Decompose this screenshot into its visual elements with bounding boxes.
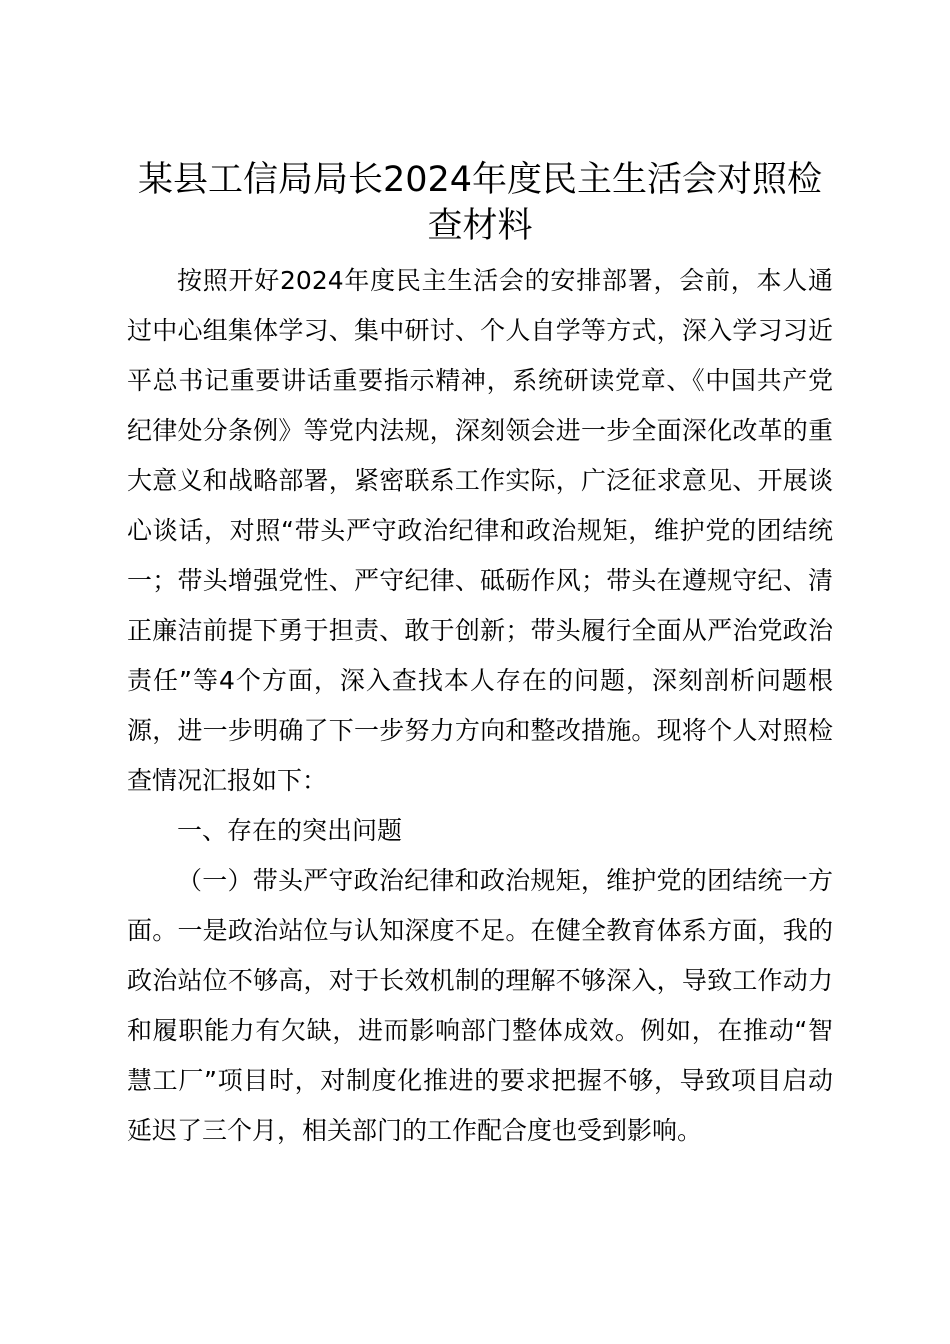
paragraph-section-1: （一）带头严守政治纪律和政治规矩，维护党的团结统一方面。一是政治站位与认知深度不足。在健全教育体系方面，我的政治站位不够高，对于长效机制的理解不够深入，导致工作动力和履职能力有欠缺，进而影响部门整体成效。例如，在推动“智慧工厂”项目时，对制度化推进的要求把握不够，导致项目启动延迟了三个月，相关部门的工作配合度也受到影响。 [127,866,833,1145]
paragraph-intro: 按照开好2024年度民主生活会的安排部署，会前，本人通过中心组集体学习、集中研讨、个人自学等方式，深入学习习近平总书记重要讲话重要指示精神，系统研读党章、《中国共产党纪律处分条例》等党内法规，深刻领会进一步全面深化改革的重大意义和战略部署，紧密联系工作实际，广泛征求意见、开展谈心谈话，对照“带头严守政治纪律和政治规矩，维护党的团结统一；带头增强党性、严守纪律、砥砺作风；带头在遵规守纪、清正廉洁前提下勇于担责、敢于创新；带头履行全面从严治党政治责任”等4个方面，深入查找本人存在的问题，深刻剖析问题根源，进一步明确了下一步努力方向和整改措施。现将个人对照检查情况汇报如下： [127,266,833,795]
document-content [127,157,833,1156]
section-heading: 一、存在的突出问题 [177,816,403,845]
document-body [127,256,833,1156]
document-title: 某县工信局局长2024年度民主生活会对照检查材料 [137,160,823,246]
